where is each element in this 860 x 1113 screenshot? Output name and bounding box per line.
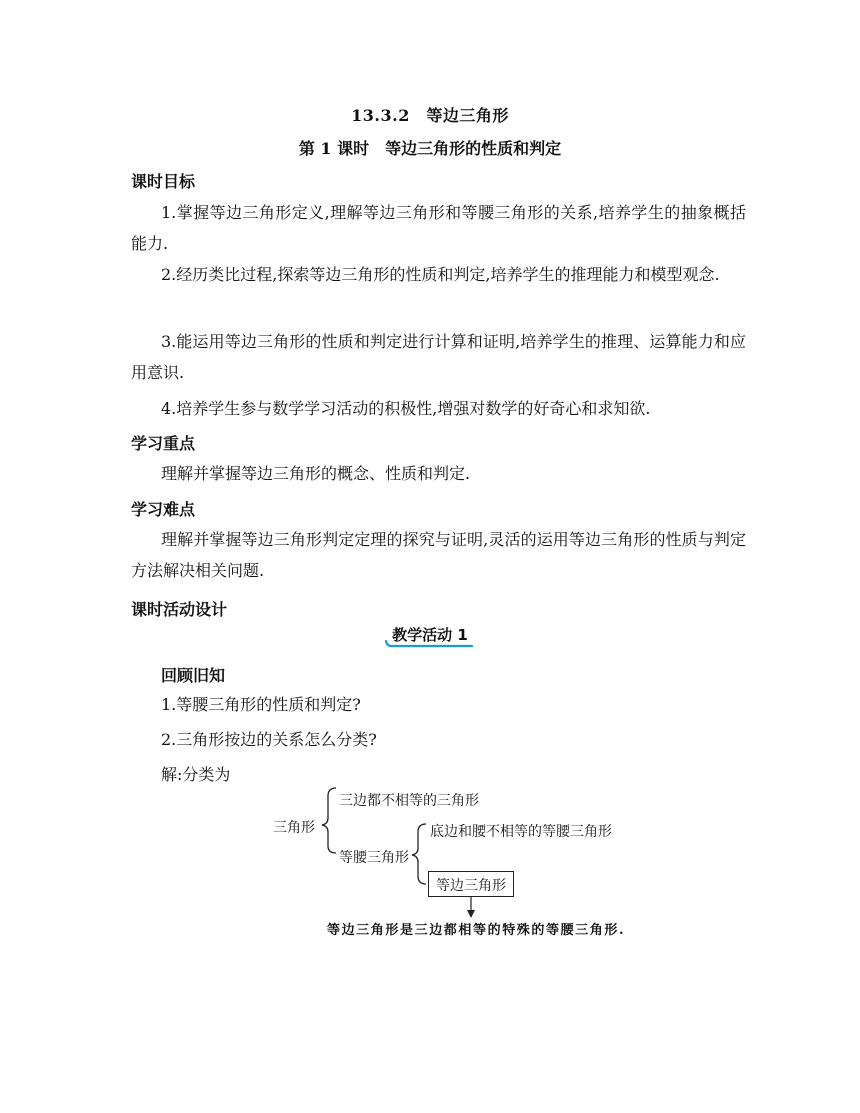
- diagram-branch-isosceles: 等腰三角形: [339, 850, 409, 866]
- objective-item: 1.掌握等边三角形定义,理解等边三角形和等腰三角形的关系,培养学生的抽象概括能力.: [131, 203, 746, 253]
- review-heading: 回顾旧知: [161, 666, 226, 685]
- activity-design-heading: 课时活动设计: [131, 600, 228, 619]
- difficulties-heading: 学习难点: [131, 500, 196, 519]
- banner-underline: [384, 623, 476, 649]
- key-points-text: 理解并掌握等边三角形的概念、性质和判定.: [161, 464, 471, 483]
- objective-item: 3.能运用等边三角形的性质和判定进行计算和证明,培养学生的推理、运算能力和应用意识.: [131, 332, 746, 382]
- diagram-sub-isosceles: 底边和腰不相等的等腰三角形: [430, 824, 612, 840]
- difficulties-text: 理解并掌握等边三角形判定定理的探究与证明,灵活的运用等边三角形的性质与判定方法解决相关问题.: [131, 530, 746, 580]
- diagram-equilateral-box: [428, 871, 514, 897]
- diagram-branch-scalene: 三边都不相等的三角形: [339, 793, 479, 809]
- diagram-equilateral-label: 等边三角形: [436, 878, 506, 894]
- objective-item: 2.经历类比过程,探索等边三角形的性质和判定,培养学生的推理能力和模型观念.: [161, 265, 720, 284]
- answer-intro: 解:分类为: [161, 765, 231, 784]
- key-points-heading: 学习重点: [131, 434, 196, 453]
- diagram-root: 三角形: [273, 820, 315, 836]
- activity-banner-label: 教学活动 1: [392, 626, 468, 644]
- review-question: 2.三角形按边的关系怎么分类?: [161, 730, 377, 749]
- activity-banner: [384, 623, 476, 649]
- lesson-title: 第 1 课时 等边三角形的性质和判定: [298, 139, 562, 158]
- section-title: 13.3.2 等边三角形: [351, 106, 509, 125]
- objectives-heading: 课时目标: [131, 172, 196, 191]
- diagram-conclusion: 等边三角形是三边都相等的特殊的等腰三角形.: [327, 923, 626, 938]
- objective-item: 4.培养学生参与数学学习活动的积极性,增强对数学的好奇心和求知欲.: [161, 399, 651, 418]
- classification-diagram: [260, 780, 640, 940]
- review-question: 1.等腰三角形的性质和判定?: [161, 695, 361, 714]
